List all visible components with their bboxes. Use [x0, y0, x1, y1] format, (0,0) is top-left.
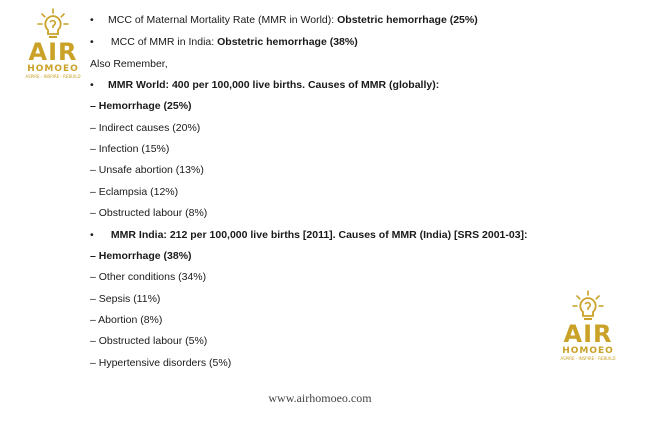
line-text: – Sepsis (11%) [90, 293, 161, 305]
bulb-logo-icon [571, 290, 605, 324]
text-line [90, 57, 168, 71]
line-text: – Infection (15%) [90, 143, 170, 155]
line-bold: – Hemorrhage (25%) [90, 100, 192, 112]
line-text: – Obstructed labour (8%) [90, 207, 208, 219]
bullet: • [90, 14, 94, 26]
text-line [90, 185, 178, 199]
text-line [90, 142, 169, 156]
text-line [90, 292, 160, 306]
text-line [90, 228, 528, 242]
text-line [90, 356, 231, 370]
logo-sub: HOMOEO [27, 64, 79, 74]
footer-url[interactable]: www.airhomoeo.com [268, 391, 372, 405]
logo-brand: AIR [563, 320, 613, 348]
logo-brand: AIR [28, 38, 78, 66]
logo-top [18, 8, 88, 80]
text-line [90, 206, 207, 220]
line-text: MCC of Maternal Mortality Rate (MMR in World): [108, 14, 338, 26]
text-line [90, 121, 200, 135]
bulb-logo-icon [36, 8, 70, 42]
text-line [90, 313, 162, 327]
line-bold: – Hemorrhage (38%) [90, 250, 192, 262]
text-line [90, 78, 439, 92]
text-line [90, 163, 204, 177]
bullet: • [90, 79, 94, 91]
line-text: – Unsafe abortion (13%) [90, 164, 204, 176]
line-text: – Other conditions (34%) [90, 271, 207, 283]
line-bold: Obstetric hemorrhage (38%) [217, 36, 358, 48]
logo-tagline: ASPIRE - INSPIRE - REBUILD [25, 74, 81, 79]
bullet: • [90, 229, 94, 241]
text-line [90, 35, 358, 49]
line-bold: Obstetric hemorrhage (25%) [337, 14, 478, 26]
line-text: Also Remember, [90, 58, 168, 70]
logo-bottom [553, 290, 623, 362]
line-text: – Hypertensive disorders (5%) [90, 357, 232, 369]
line-bold: MMR World: 400 per 100,000 live births. Causes of MMR (globally): [108, 79, 440, 91]
bullet: • [90, 36, 94, 48]
line-text: – Eclampsia (12%) [90, 186, 179, 198]
line-text: – Obstructed labour (5%) [90, 335, 208, 347]
line-text: – Abortion (8%) [90, 314, 163, 326]
text-line [90, 270, 206, 284]
line-bold: MMR India: 212 per 100,000 live births [2011]. Causes of MMR (India) [SRS 2001-03]: [108, 229, 528, 241]
text-line [90, 249, 192, 263]
logo-tagline: ASPIRE - INSPIRE - REBUILD [560, 356, 616, 361]
text-line [90, 334, 207, 348]
text-line [90, 13, 478, 27]
line-text: – Indirect causes (20%) [90, 122, 201, 134]
text-line [90, 99, 192, 113]
line-text: MCC of MMR in India: [108, 36, 218, 48]
logo-sub: HOMOEO [562, 346, 614, 356]
